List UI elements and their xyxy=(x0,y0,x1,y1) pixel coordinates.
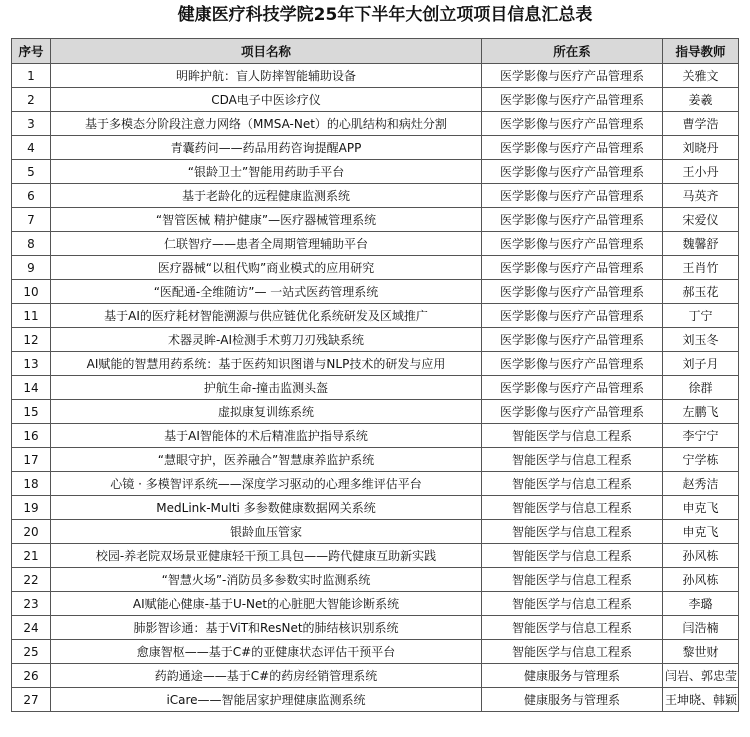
table-row xyxy=(12,376,739,400)
advisor-cell: 宋爱仪 xyxy=(663,208,739,232)
advisor-cell: 申克飞 xyxy=(663,520,739,544)
table-row xyxy=(12,544,739,568)
advisor-cell: 左鹏飞 xyxy=(663,400,739,424)
serial-number-cell: 17 xyxy=(12,448,51,472)
department-cell: 医学影像与医疗产品管理系 xyxy=(482,352,663,376)
table-row xyxy=(12,400,739,424)
department-cell: 健康服务与管理系 xyxy=(482,688,663,712)
department-cell: 智能医学与信息工程系 xyxy=(482,592,663,616)
advisor-cell: 刘子月 xyxy=(663,352,739,376)
table-row xyxy=(12,208,739,232)
department-cell: 医学影像与医疗产品管理系 xyxy=(482,232,663,256)
department-cell: 医学影像与医疗产品管理系 xyxy=(482,328,663,352)
table-row xyxy=(12,160,739,184)
table-row xyxy=(12,64,739,88)
advisor-cell: 刘晓丹 xyxy=(663,136,739,160)
header-advisor: 指导教师 xyxy=(663,39,739,64)
advisor-cell: 闫岩、郭忠莹 xyxy=(663,664,739,688)
project-name-cell: 心镜 · 多模智评系统——深度学习驱动的心理多维评估平台 xyxy=(51,472,482,496)
table-row xyxy=(12,448,739,472)
table-row xyxy=(12,424,739,448)
department-cell: 医学影像与医疗产品管理系 xyxy=(482,208,663,232)
department-cell: 医学影像与医疗产品管理系 xyxy=(482,64,663,88)
project-name-cell: 医疗器械“以租代购”商业模式的应用研究 xyxy=(51,256,482,280)
department-cell: 医学影像与医疗产品管理系 xyxy=(482,136,663,160)
department-cell: 医学影像与医疗产品管理系 xyxy=(482,88,663,112)
advisor-cell: 刘玉冬 xyxy=(663,328,739,352)
table-row xyxy=(12,496,739,520)
department-cell: 智能医学与信息工程系 xyxy=(482,448,663,472)
serial-number-cell: 18 xyxy=(12,472,51,496)
project-name-cell: 基于AI的医疗耗材智能溯源与供应链优化系统研发及区域推广 xyxy=(51,304,482,328)
advisor-cell: 孙风栋 xyxy=(663,544,739,568)
serial-number-cell: 26 xyxy=(12,664,51,688)
page-title: 健康医疗科技学院25年下半年大创立项项目信息汇总表 xyxy=(177,5,593,25)
table-row xyxy=(12,184,739,208)
project-name-cell: 药韵通途——基于C#的药房经销管理系统 xyxy=(51,664,482,688)
advisor-cell: 郝玉花 xyxy=(663,280,739,304)
project-name-cell: “慧眼守护，医养融合”智慧康养监护系统 xyxy=(51,448,482,472)
department-cell: 医学影像与医疗产品管理系 xyxy=(482,160,663,184)
serial-number-cell: 23 xyxy=(12,592,51,616)
serial-number-cell: 10 xyxy=(12,280,51,304)
serial-number-cell: 22 xyxy=(12,568,51,592)
advisor-cell: 申克飞 xyxy=(663,496,739,520)
table-row xyxy=(12,568,739,592)
department-cell: 医学影像与医疗产品管理系 xyxy=(482,184,663,208)
serial-number-cell: 8 xyxy=(12,232,51,256)
project-name-cell: AI赋能心健康-基于U-Net的心脏肥大智能诊断系统 xyxy=(51,592,482,616)
advisor-cell: 闫浩楠 xyxy=(663,616,739,640)
advisor-cell: 赵秀洁 xyxy=(663,472,739,496)
serial-number-cell: 9 xyxy=(12,256,51,280)
header-department: 所在系 xyxy=(482,39,663,64)
serial-number-cell: 21 xyxy=(12,544,51,568)
project-table xyxy=(11,38,739,712)
header-row xyxy=(12,39,739,64)
project-name-cell: 术器灵眸-AI检测手术剪刀刃残缺系统 xyxy=(51,328,482,352)
department-cell: 医学影像与医疗产品管理系 xyxy=(482,256,663,280)
table-row xyxy=(12,280,739,304)
table-row xyxy=(12,520,739,544)
advisor-cell: 魏馨舒 xyxy=(663,232,739,256)
department-cell: 医学影像与医疗产品管理系 xyxy=(482,400,663,424)
table-row xyxy=(12,304,739,328)
project-name-cell: 基于老龄化的远程健康监测系统 xyxy=(51,184,482,208)
serial-number-cell: 4 xyxy=(12,136,51,160)
serial-number-cell: 24 xyxy=(12,616,51,640)
department-cell: 医学影像与医疗产品管理系 xyxy=(482,112,663,136)
project-name-cell: 明眸护航：盲人防摔智能辅助设备 xyxy=(51,64,482,88)
advisor-cell: 王肖竹 xyxy=(663,256,739,280)
table-row xyxy=(12,88,739,112)
advisor-cell: 李璐 xyxy=(663,592,739,616)
advisor-cell: 姜羲 xyxy=(663,88,739,112)
department-cell: 智能医学与信息工程系 xyxy=(482,496,663,520)
table-row xyxy=(12,664,739,688)
project-name-cell: 虚拟康复训练系统 xyxy=(51,400,482,424)
advisor-cell: 黎世财 xyxy=(663,640,739,664)
project-name-cell: 校园-养老院双场景亚健康轻干预工具包——跨代健康互助新实践 xyxy=(51,544,482,568)
advisor-cell: 王小丹 xyxy=(663,160,739,184)
advisor-cell: 孙风栋 xyxy=(663,568,739,592)
project-name-cell: 仁联智疗——患者全周期管理辅助平台 xyxy=(51,232,482,256)
table-row xyxy=(12,688,739,712)
department-cell: 医学影像与医疗产品管理系 xyxy=(482,376,663,400)
advisor-cell: 徐群 xyxy=(663,376,739,400)
advisor-cell: 李宁宁 xyxy=(663,424,739,448)
project-name-cell: CDA电子中医诊疗仪 xyxy=(51,88,482,112)
department-cell: 医学影像与医疗产品管理系 xyxy=(482,304,663,328)
table-row xyxy=(12,592,739,616)
serial-number-cell: 3 xyxy=(12,112,51,136)
table-row xyxy=(12,232,739,256)
serial-number-cell: 11 xyxy=(12,304,51,328)
advisor-cell: 宁学栋 xyxy=(663,448,739,472)
table-row xyxy=(12,256,739,280)
project-name-cell: 基于AI智能体的术后精准监护指导系统 xyxy=(51,424,482,448)
project-name-cell: 护航生命-撞击监测头盔 xyxy=(51,376,482,400)
project-name-cell: 青囊药问——药品用药咨询提醒APP xyxy=(51,136,482,160)
advisor-cell: 曹学浩 xyxy=(663,112,739,136)
project-name-cell: iCare——智能居家护理健康监测系统 xyxy=(51,688,482,712)
project-name-cell: “银龄卫士”智能用药助手平台 xyxy=(51,160,482,184)
department-cell: 智能医学与信息工程系 xyxy=(482,640,663,664)
serial-number-cell: 25 xyxy=(12,640,51,664)
serial-number-cell: 12 xyxy=(12,328,51,352)
project-name-cell: “智管医械 精护健康”—医疗器械管理系统 xyxy=(51,208,482,232)
table-row xyxy=(12,112,739,136)
advisor-cell: 关雅文 xyxy=(663,64,739,88)
header-serial-number: 序号 xyxy=(12,39,51,64)
serial-number-cell: 14 xyxy=(12,376,51,400)
serial-number-cell: 2 xyxy=(12,88,51,112)
department-cell: 智能医学与信息工程系 xyxy=(482,544,663,568)
table-row xyxy=(12,328,739,352)
department-cell: 智能医学与信息工程系 xyxy=(482,472,663,496)
serial-number-cell: 27 xyxy=(12,688,51,712)
serial-number-cell: 20 xyxy=(12,520,51,544)
table-row xyxy=(12,472,739,496)
department-cell: 智能医学与信息工程系 xyxy=(482,520,663,544)
serial-number-cell: 15 xyxy=(12,400,51,424)
advisor-cell: 马英齐 xyxy=(663,184,739,208)
serial-number-cell: 1 xyxy=(12,64,51,88)
serial-number-cell: 16 xyxy=(12,424,51,448)
department-cell: 医学影像与医疗产品管理系 xyxy=(482,280,663,304)
advisor-cell: 丁宁 xyxy=(663,304,739,328)
project-name-cell: 基于多模态分阶段注意力网络（MMSA-Net）的心肌结构和病灶分割 xyxy=(51,112,482,136)
project-name-cell: AI赋能的智慧用药系统：基于医药知识图谱与NLP技术的研发与应用 xyxy=(51,352,482,376)
project-name-cell: “智慧火场”-消防员多参数实时监测系统 xyxy=(51,568,482,592)
serial-number-cell: 6 xyxy=(12,184,51,208)
department-cell: 智能医学与信息工程系 xyxy=(482,616,663,640)
project-name-cell: “医配通-全维随访”— 一站式医药管理系统 xyxy=(51,280,482,304)
table-row xyxy=(12,136,739,160)
project-name-cell: MedLink-Multi 多参数健康数据网关系统 xyxy=(51,496,482,520)
header-project-name: 项目名称 xyxy=(51,39,482,64)
table-row xyxy=(12,352,739,376)
department-cell: 健康服务与管理系 xyxy=(482,664,663,688)
table-row xyxy=(12,616,739,640)
department-cell: 智能医学与信息工程系 xyxy=(482,424,663,448)
serial-number-cell: 13 xyxy=(12,352,51,376)
serial-number-cell: 5 xyxy=(12,160,51,184)
serial-number-cell: 7 xyxy=(12,208,51,232)
project-name-cell: 银龄血压管家 xyxy=(51,520,482,544)
advisor-cell: 王坤晓、韩颖 xyxy=(663,688,739,712)
project-name-cell: 愈康智枢——基于C#的亚健康状态评估干预平台 xyxy=(51,640,482,664)
table-row xyxy=(12,640,739,664)
serial-number-cell: 19 xyxy=(12,496,51,520)
project-name-cell: 肺影智诊通：基于ViT和ResNet的肺结核识别系统 xyxy=(51,616,482,640)
department-cell: 智能医学与信息工程系 xyxy=(482,568,663,592)
